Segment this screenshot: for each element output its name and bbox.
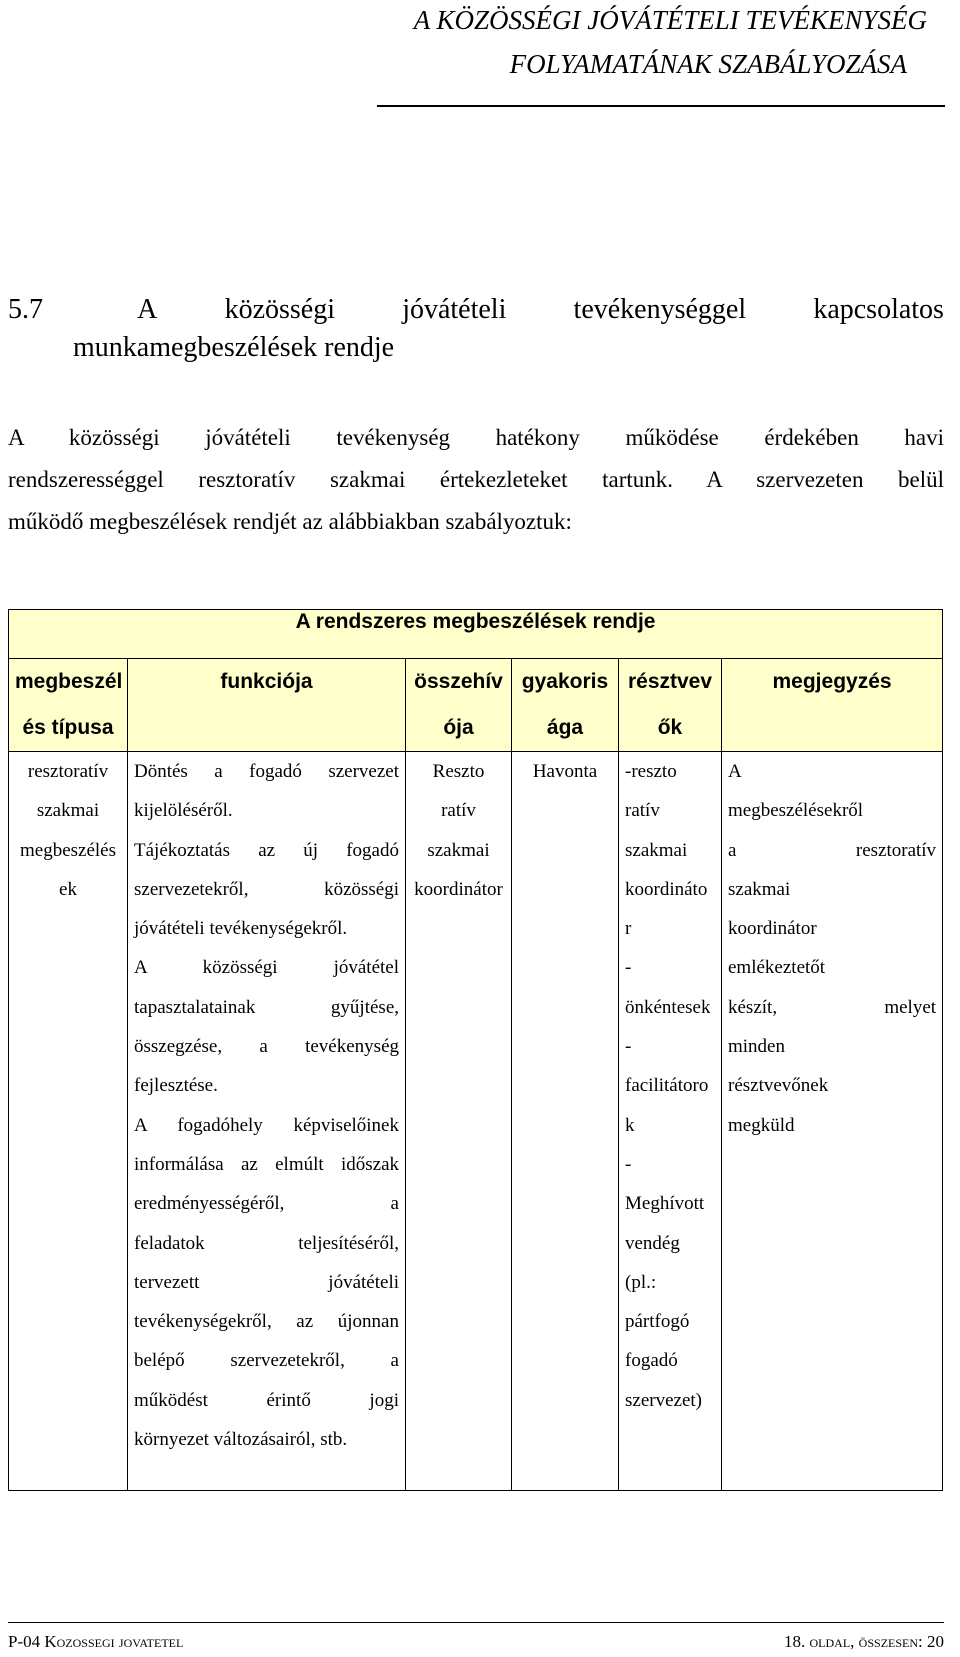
cell-line: koordinátor [414,878,503,900]
cell-line: fejlesztése. [134,1075,218,1097]
cell-line: resztoratív [27,761,109,782]
cell-line: megbeszélésekről [728,800,864,822]
cell-line: A fogadóhely képviselőinek [134,1114,399,1136]
cell-line: A [728,761,742,782]
header-line: összehív [414,670,503,693]
cell-line: - [625,957,632,979]
footer-document-id: P-04 Kozossegi jovatetel [8,1632,184,1651]
cell-line: működést érintő jogi [134,1389,399,1411]
footer-page-number: 18. oldal, összesen: 20 [784,1632,944,1651]
cell-convener [406,752,512,1491]
table-caption: A rendszeres megbeszélések rendje [9,610,943,659]
cell-line: szakmai [728,878,791,900]
cell-function [128,752,406,1491]
cell-line: feladatok teljesítéséről, [134,1232,399,1254]
header-line: megbeszél [15,670,123,693]
intro-line: működő megbeszélések rendjét az alábbiakban szabályoztuk: [8,509,572,534]
cell-line: környezet változásairól, stb. [134,1429,348,1451]
cell-frequency [512,752,619,1491]
cell-line: megküld [728,1114,795,1136]
cell-line: ek [59,878,77,900]
column-header-convener [406,659,512,752]
header-line: funkciója [220,670,313,693]
cell-line: készít, melyet [728,996,937,1018]
heading-word: közösségi [224,294,336,325]
cell-line: fogadó [625,1350,678,1372]
cell-line: r [625,918,632,940]
cell-line: tevékenységekről, az újonnan [134,1311,399,1333]
cell-line: szervezetekről, közösségi [134,878,399,900]
cell-line: belépő szervezetekről, a [134,1350,399,1372]
column-header-notes [722,659,943,752]
cell-line: - [625,1036,632,1058]
cell-line: összegzése, a tevékenység [134,1036,399,1058]
cell-line: emlékeztetőt [728,957,826,979]
heading-word: jóvátételi [402,294,507,325]
meetings-table [8,609,943,1491]
intro-line: A közösségi jóvátételi tevékenység hatékony működése érdekében havi [8,425,944,450]
cell-line: megbeszélés [19,839,116,861]
heading-word: A [137,294,158,325]
cell-line: -reszto [625,761,677,782]
cell-line: kijelöléséről. [134,800,233,822]
section-heading [8,291,944,367]
cell-line: Meghívott [625,1193,705,1215]
column-header-type [9,659,128,752]
header-title-line2: FOLYAMATÁNAK SZABÁLYOZÁSA [509,49,907,79]
header-divider [377,105,945,107]
cell-line: Havonta [532,761,598,782]
cell-line: résztvevőnek [728,1075,829,1097]
cell-line: a resztoratív [728,839,937,861]
cell-line: szervezet) [625,1389,702,1411]
cell-line: (pl.: [625,1271,657,1293]
cell-line: tapasztalatainak gyűjtése, [134,996,399,1018]
cell-line: facilitátoro [625,1075,709,1097]
cell-line: A közösségi jóvátétel [134,957,399,979]
section-heading-line2: munkamegbeszélések rendje [73,332,395,363]
heading-word: tevékenységgel [573,294,747,325]
cell-line: Tájékoztatás az új fogadó [134,839,399,861]
cell-type [9,752,128,1491]
header-line: ója [443,716,474,739]
header-line: ők [657,716,683,739]
cell-line: jóvátételi tevékenységekről. [134,918,348,940]
cell-line: koordináto [625,878,708,900]
cell-line: eredményességéről, a [134,1193,399,1215]
header-line: résztvev [627,670,713,693]
intro-line: rendszerességgel resztoratív szakmai értekezleteket tartunk. A szervezeten belül [8,467,944,492]
cell-line: önkéntesek [625,996,711,1018]
cell-line: koordinátor [728,918,817,940]
header-line: gyakoris [521,670,609,693]
cell-participants [619,752,722,1491]
cell-line: ratív [625,800,660,822]
cell-line: k [625,1114,635,1136]
header-line: és típusa [22,716,114,739]
cell-line: informálása az elmúlt időszak [134,1153,399,1175]
cell-line: Döntés a fogadó szervezet [134,761,399,782]
cell-line: szakmai [36,800,100,822]
page-footer [8,1631,944,1653]
cell-notes [722,752,943,1491]
cell-line: - [625,1153,632,1175]
column-header-participants [619,659,722,752]
intro-paragraph [8,417,944,543]
section-number: 5.7 [8,294,43,325]
table-row [9,752,943,1491]
header-title-line1: A KÖZÖSSÉGI JÓVÁTÉTELI TEVÉKENYSÉG [413,5,927,35]
cell-line: tervezett jóvátételi [134,1271,399,1293]
cell-line: pártfogó [625,1311,690,1333]
cell-line: szakmai [427,839,490,861]
footer-divider [8,1622,944,1623]
column-header-function [128,659,406,752]
cell-line: ratív [441,800,476,822]
cell-line: Reszto [432,761,485,782]
header-line: megjegyzés [772,670,892,693]
heading-word: kapcsolatos [813,294,944,325]
cell-line: minden [728,1036,785,1058]
header-line: ága [546,716,584,739]
cell-line: vendég [625,1232,680,1254]
cell-line: szakmai [625,839,688,861]
column-header-frequency [512,659,619,752]
